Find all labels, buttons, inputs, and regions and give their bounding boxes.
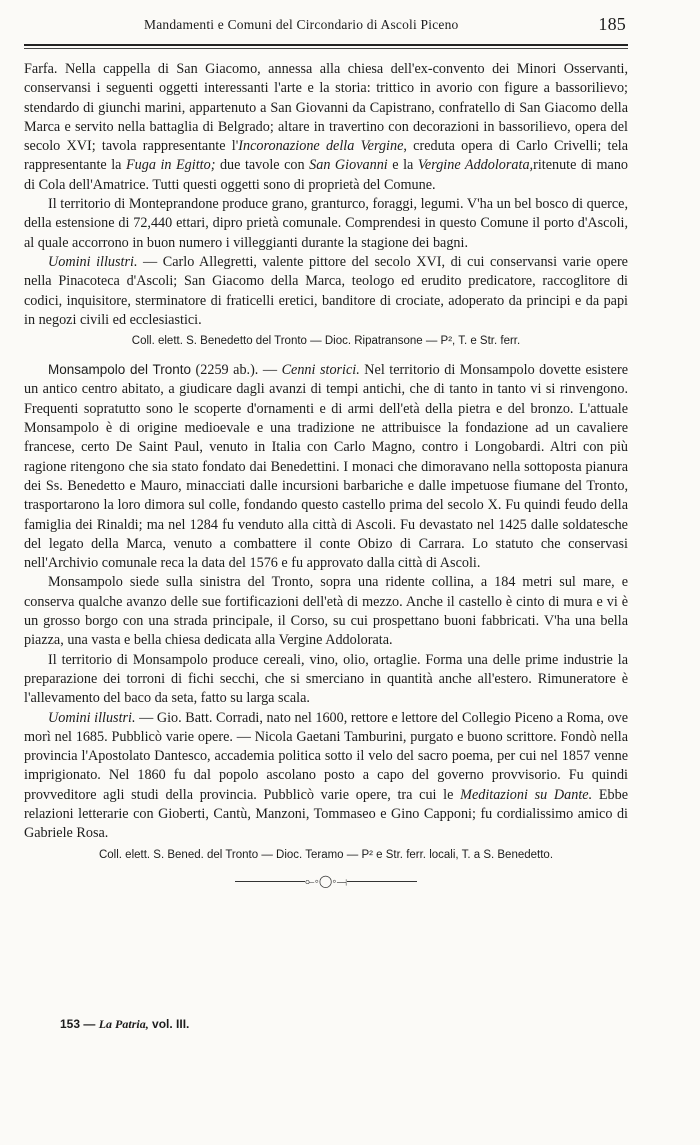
- paragraph-monsampolo-produce: Il territorio di Monsampolo produce cereali, vino, olio, ortaglie. Forma una delle prime industrie la preparazione dei torroni di fichi secchi, che si smerciano in quantità anche all'estero. Rimuneratore è l'allevamento del baco da seta, fatto su larga scala.: [24, 651, 628, 707]
- ornament-divider: ⟜◦◯◦⟞: [24, 874, 628, 889]
- entry-title: Monsampolo del Tronto: [48, 362, 192, 378]
- book-page: [24, 0, 629, 888]
- electoral-note-1: Coll. elett. S. Benedetto del Tronto — Dioc. Ripatransone — P², T. e Str. ferr.: [131, 335, 521, 348]
- running-title: Mandamenti e Comuni del Circondario di Ascoli Piceno: [144, 17, 459, 32]
- paragraph-notable-people: Uomini illustri. — Carlo Allegretti, valente pittore del secolo XVI, di cui conservansi varie opere nella Pinacoteca d'Ascoli; San Giacomo della Marca, teologo ed erudito predicatore, raccoglitore di codici, inquisitore, sterminatore di fraticelli eretici, banditore di crociate, adoperato da principi e da papi in negozi civili ed ecclesiastici.: [24, 253, 628, 328]
- paragraph-monsampolo-site: Monsampolo siede sulla sinistra del Tronto, sopra una ridente collina, a 184 metri sul mare, e conserva qualche avanzo delle sue fortificazioni dell'età di mezzo. Anche il castello è cinto di mura e vi è un grosso borgo con una strada principale, il Corso, su cui prospettano buoni fabbricati. V'ha una bella piazza, una vasta e bella chiesa dedicata alla Vergine Addolorata.: [24, 574, 628, 649]
- page-number: 185: [598, 14, 626, 34]
- paragraph-monsampolo-people: Uomini illustri. — Gio. Batt. Corradi, nato nel 1600, rettore e lettore del Collegio Piceno a Roma, ove morì nel 1685. Pubblicò varie opere. — Nicola Gaetani Tamburini, purgato e buono scrittore. Fondò nella provincia l'Apostolato Dantesco, accademia politica sotto il velo del sacro poema, per cui nel 1857 venne imprigionato. Nel 1860 fu dal popolo ascolano posto a capo del governo provvisorio. Fu quindi provveditore agli studi della provincia. Pubblicò varie opere, tra cui le Meditazioni su Dante. Ebbe relazioni letterarie con Gioberti, Cantù, Manzoni, Tommaseo e Gino Capponi; fu cordialissimo amico di Gabriele Rosa.: [24, 709, 628, 842]
- page-footer: 153 — La Patria, vol. III.: [60, 1017, 190, 1031]
- paragraph-monsampolo-history: Monsampolo del Tronto (2259 ab.). — Cenni storici. Nel territorio di Monsampolo dovette esistere un antico centro abitato, a giudicare dagli avanzi di tempi antichi, che di tanto in tanto vi si rinvengono. Frequenti sopratutto sono le scoperte d'ornamenti e di armi dell'età della pietra e del bronzo. L'attuale Monsampolo è di origine medioevale e una tradizione ne attribuisce la fondazione ad un cavaliere francese, certo De Saint Paul, venuto in Italia con Carlo Magno, contro i Longobardi. Altri con più ragione ritengono che sia stato fondato dai Benedettini. I monaci che dimoravano nella sottoposta pianura dei Ss. Benedetto e Mauro, minacciati dalle incursioni barbariche e dalle impetuose fiumane del Tronto, trasportarono la loro dimora sul colle, fondando questo castello prima del secolo X. Fu quindi feudo della famiglia dei Rinaldi; ma nel 1284 fu venduto alla città di Ascoli. Fu devastato nel 1425 dalle soldatesche del legato della Marca, venuto a combattere il conte Obizo di Carrara. Lo statuto che conservasi nell'Archivio comunale reca la data del 1576 e fu approvato dalla città di Ascoli.: [24, 362, 629, 572]
- paragraph-farfa: Farfa. Nella cappella di San Giacomo, annessa alla chiesa dell'ex-convento dei Minori Osservanti, conservansi i seguenti oggetti interessanti l'arte e la storia: trittico in avorio con figure a bassorilievo; stendardo di giunchi marini, appartenuto a San Giovanni da Capistrano, confratello di San Giacomo della Marca e servito nella battaglia di Belgrado; altare in travertino con decorazioni in bassorilievo, opera del secolo XVI; tavola rappresentante l'Incoronazione della Vergine, creduta opera di Carlo Crivelli; tela rappresentante la Fuga in Egitto; due tavole con San Giovanni e la Vergine Addolorata,ritenute di mano di Cola dell'Amatrice. Tutti questi oggetti sono di proprietà del Comune.: [24, 61, 629, 193]
- paragraph-territory: Il territorio di Monteprandone produce grano, granturco, foraggi, legumi. V'ha un bel bosco di querce, della estensione di 72,440 ettari, dipro prietà comunale. Comprendesi in questo Comune il porto d'Ascoli, al quale accorrono in buon numero i villeggianti durante la stagione dei bagni.: [24, 196, 628, 251]
- electoral-note-2: Coll. elett. S. Bened. del Tronto — Dioc. Teramo — P² e Str. ferr. locali, T. a S. Benedetto.: [98, 848, 554, 861]
- page-header: [24, 0, 628, 46]
- header-rule: [24, 44, 628, 49]
- body-text: [24, 60, 628, 889]
